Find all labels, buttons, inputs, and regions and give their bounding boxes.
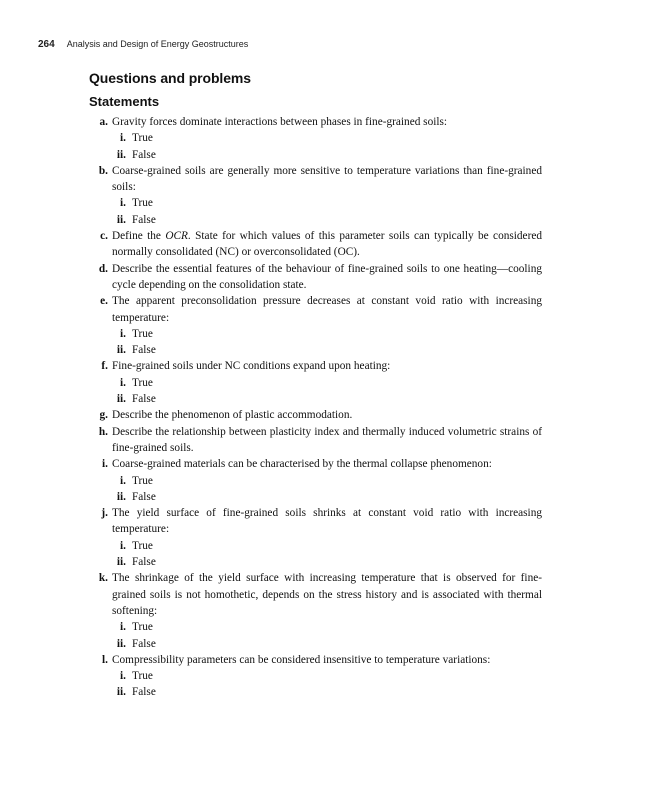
statement-text: The yield surface of fine-grained soils shrinks at constant void ratio with increasing temperature: [112, 507, 542, 536]
option-item [89, 554, 542, 570]
option-text: False [132, 556, 156, 569]
statement-text: Fine-grained soils under NC conditions expand upon heating: [112, 360, 391, 373]
statement-text: The shrinkage of the yield surface with increasing temperature that is observed for fine-grained soils is not homothetic, depends on the stress history and is associated with thermal softening: [112, 572, 542, 617]
option-label: i. [120, 327, 126, 340]
option-text: False [132, 148, 156, 161]
option-label: i. [120, 670, 126, 683]
option-item [89, 147, 542, 163]
option-text: True [132, 539, 153, 552]
statement-label: g. [99, 409, 108, 422]
option-item [89, 668, 542, 684]
statement-text-emphasis: OCR [165, 230, 188, 243]
statement-text-part: Define the [112, 230, 166, 243]
option-item [89, 212, 542, 228]
option-text: True [132, 474, 153, 487]
option-item [89, 489, 542, 505]
option-label: ii. [116, 490, 126, 503]
option-text: False [132, 637, 156, 650]
statement-label: f. [101, 360, 108, 373]
option-item [89, 391, 542, 407]
option-label: ii. [116, 686, 126, 699]
statement-text: Describe the essential features of the behaviour of fine-grained soils to one heating—cooling cycle depending on the consolidation state. [112, 262, 542, 291]
option-text: True [132, 132, 153, 145]
option-text: True [132, 670, 153, 683]
option-label: ii. [116, 344, 126, 357]
statement-label: c. [100, 230, 108, 243]
statement-label: a. [99, 116, 108, 128]
statement-text-part: . State for which values of this parameter soils can typically be considered normally consolidated (NC) or overconsolidated (OC). [112, 230, 542, 259]
option-label: ii. [116, 556, 126, 569]
statement-item [89, 114, 542, 130]
option-text: True [132, 197, 153, 210]
statement-item [89, 261, 542, 294]
option-label: i. [120, 474, 126, 487]
option-text: False [132, 213, 156, 226]
option-item [89, 375, 542, 391]
option-label: i. [120, 132, 126, 145]
statement-label: k. [98, 572, 108, 585]
statement-label: i. [102, 458, 108, 471]
option-item [89, 326, 542, 342]
option-label: i. [120, 621, 126, 634]
option-label: i. [120, 376, 126, 389]
statement-label: l. [102, 653, 108, 666]
option-item [89, 538, 542, 554]
option-text: False [132, 490, 156, 503]
statement-text [112, 228, 542, 261]
statement-item [89, 652, 542, 668]
option-text: True [132, 327, 153, 340]
statement-text: Describe the relationship between plasticity index and thermally induced volumetric strains of fine-grained soils. [112, 425, 542, 454]
statement-item [89, 293, 542, 326]
statement-label: e. [100, 295, 108, 308]
statement-item [89, 424, 542, 457]
option-item [89, 684, 542, 700]
option-label: i. [120, 539, 126, 552]
option-item [89, 473, 542, 489]
statement-label: d. [98, 262, 108, 275]
option-label: ii. [116, 213, 126, 226]
statement-text: Coarse-grained soils are generally more sensitive to temperature variations than fine-grained soils: [112, 164, 542, 194]
option-text: False [132, 686, 156, 699]
statement-label: b. [98, 164, 108, 177]
option-item [89, 130, 542, 146]
option-label: i. [120, 197, 126, 210]
running-header [38, 39, 248, 50]
book-title: Analysis and Design of Energy Geostructures [66, 39, 249, 49]
statement-item [89, 407, 542, 423]
statement-text: Describe the phenomenon of plastic accommodation. [112, 409, 353, 422]
statement-item [89, 358, 542, 374]
statement-item [89, 163, 542, 196]
statement-text: Compressibility parameters can be considered insensitive to temperature variations: [112, 653, 491, 666]
option-text: True [132, 376, 153, 389]
section-subtitle: Statements [89, 94, 160, 109]
option-text: True [132, 621, 153, 634]
statement-item [89, 505, 542, 538]
option-label: ii. [116, 148, 126, 161]
statements-list [89, 114, 542, 701]
option-item [89, 619, 542, 635]
option-item [89, 636, 542, 652]
option-text: False [132, 344, 156, 357]
option-label: ii. [116, 637, 126, 650]
statement-text: The apparent preconsolidation pressure decreases at constant void ratio with increasing temperature: [112, 295, 542, 324]
option-item [89, 342, 542, 358]
statement-label: h. [98, 425, 108, 438]
option-label: ii. [116, 393, 126, 406]
option-text: False [132, 393, 156, 406]
option-item [89, 195, 542, 211]
statement-text: Gravity forces dominate interactions between phases in fine-grained soils: [112, 116, 448, 128]
statement-text: Coarse-grained materials can be characterised by the thermal collapse phenomenon: [112, 458, 492, 471]
section-title: Questions and problems [89, 70, 251, 86]
statement-item [89, 456, 542, 472]
statement-label: j. [101, 507, 108, 520]
page-number: 264 [38, 39, 55, 50]
statement-item [89, 570, 542, 619]
statement-item [89, 228, 542, 261]
